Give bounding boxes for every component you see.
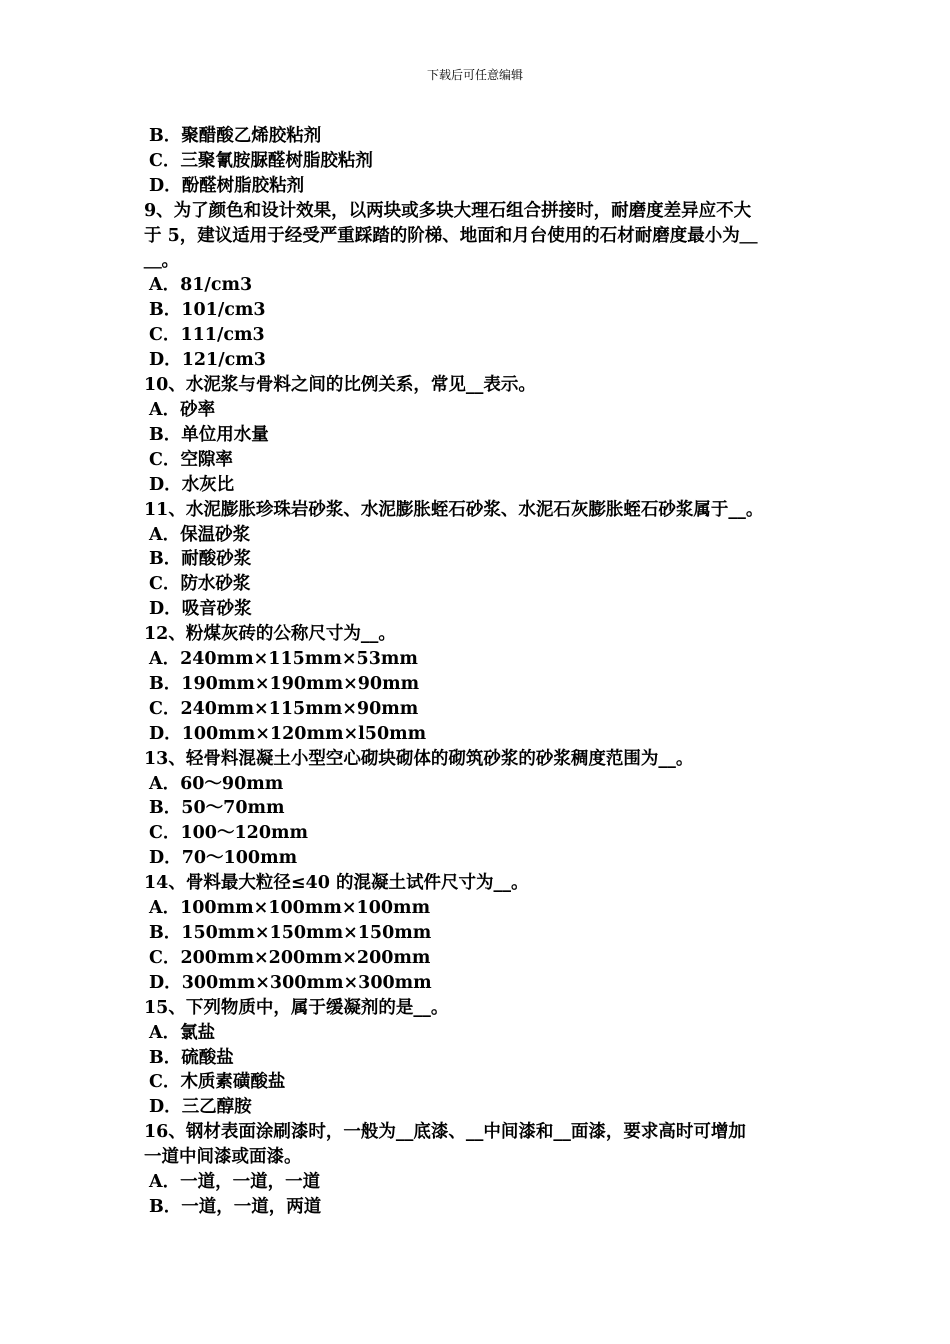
option-letter: B． xyxy=(149,424,182,445)
option-text: 101/cm3 xyxy=(181,300,266,321)
option-letter: A． xyxy=(149,649,181,670)
option-letter: C． xyxy=(149,325,181,346)
answer-option xyxy=(144,323,808,348)
question-text-line xyxy=(144,373,808,398)
option-letter: A． xyxy=(149,773,181,794)
answer-option xyxy=(144,423,808,448)
option-text: 三乙醇胺 xyxy=(181,1097,252,1118)
answer-option xyxy=(144,149,808,174)
option-text: 吸音砂浆 xyxy=(181,599,252,620)
question-text-line xyxy=(144,622,808,647)
answer-option xyxy=(144,174,808,199)
exam-content xyxy=(144,124,808,1220)
answer-option xyxy=(144,273,808,298)
page-header-note: 下载后可任意编辑 xyxy=(426,68,523,82)
answer-option xyxy=(144,647,808,672)
option-text: 240mm×115mm×90mm xyxy=(180,698,419,719)
option-text: 耐酸砂浆 xyxy=(181,549,252,570)
option-text: 100mm×120mm×l50mm xyxy=(181,723,427,744)
answer-option xyxy=(144,821,808,846)
option-letter: C． xyxy=(149,947,181,968)
option-letter: A． xyxy=(149,1022,181,1043)
question-text-line xyxy=(144,249,808,274)
answer-option xyxy=(144,896,808,921)
question-text: 15、下列物质中，属于缓凝剂的是__。 xyxy=(144,997,449,1018)
option-text: 氯盐 xyxy=(180,1022,216,1043)
option-letter: B． xyxy=(149,126,182,146)
option-letter: D． xyxy=(149,350,182,371)
option-letter: D． xyxy=(149,1097,182,1118)
option-letter: C． xyxy=(149,698,181,719)
answer-option xyxy=(144,572,808,597)
answer-option xyxy=(144,547,808,572)
question-text-line xyxy=(144,199,808,224)
answer-option xyxy=(144,1095,808,1120)
option-letter: D． xyxy=(149,848,182,869)
answer-option xyxy=(144,124,808,149)
answer-option xyxy=(144,448,808,473)
answer-option xyxy=(144,672,808,697)
answer-option xyxy=(144,1021,808,1046)
option-letter: B． xyxy=(149,300,182,321)
option-text: 砂率 xyxy=(180,399,216,420)
option-text: 100～120mm xyxy=(180,823,309,844)
option-letter: B． xyxy=(149,673,182,694)
answer-option xyxy=(144,597,808,622)
answer-option xyxy=(144,946,808,971)
option-text: 单位用水量 xyxy=(181,424,269,445)
option-letter: D． xyxy=(149,474,182,495)
option-text: 190mm×190mm×90mm xyxy=(181,673,420,694)
option-letter: D． xyxy=(149,599,182,620)
option-text: 200mm×200mm×200mm xyxy=(180,947,431,968)
answer-option xyxy=(144,971,808,996)
option-letter: B． xyxy=(149,1196,182,1217)
option-text: 水灰比 xyxy=(181,474,235,495)
question-text-line xyxy=(144,1145,808,1170)
option-letter: B． xyxy=(149,1047,182,1068)
option-letter: A． xyxy=(149,524,181,545)
option-text: 300mm×300mm×300mm xyxy=(181,972,432,993)
question-text-line xyxy=(144,996,808,1021)
option-text: 60～90mm xyxy=(180,773,284,794)
answer-option xyxy=(144,1070,808,1095)
question-text-line xyxy=(144,1120,808,1145)
option-text: 240mm×115mm×53mm xyxy=(180,649,418,670)
option-text: 木质素磺酸盐 xyxy=(180,1072,286,1093)
option-letter: A． xyxy=(149,1172,181,1193)
option-text: 50～70mm xyxy=(181,798,285,819)
option-letter: B． xyxy=(149,923,182,943)
answer-option xyxy=(144,1170,808,1195)
option-text: 121/cm3 xyxy=(181,350,266,371)
option-text: 三聚氰胺脲醛树脂胶粘剂 xyxy=(180,150,373,171)
option-letter: A． xyxy=(149,275,181,296)
answer-option xyxy=(144,697,808,722)
question-text: 14、骨料最大粒径≤40 的混凝土试件尺寸为__。 xyxy=(144,873,529,894)
answer-option xyxy=(144,398,808,423)
option-letter: A． xyxy=(149,898,181,919)
question-text: 一道中间漆或面漆。 xyxy=(144,1147,302,1168)
option-text: 100mm×100mm×100mm xyxy=(180,898,431,919)
answer-option xyxy=(144,921,808,946)
question-text: 13、轻骨料混凝土小型空心砌块砌体的砌筑砂浆的砂浆稠度范围为__。 xyxy=(144,748,694,769)
question-text-line xyxy=(144,498,808,523)
answer-option xyxy=(144,523,808,548)
option-text: 一道，一道，两道 xyxy=(181,1196,322,1217)
answer-option xyxy=(144,1046,808,1071)
answer-option xyxy=(144,772,808,797)
question-text: 9、为了颜色和设计效果，以两块或多块大理石组合拼接时，耐磨度差异应不大 xyxy=(144,200,752,221)
option-text: 150mm×150mm×150mm xyxy=(181,923,432,943)
option-text: 硫酸盐 xyxy=(181,1047,234,1068)
question-text: 11、水泥膨胀珍珠岩砂浆、水泥膨胀蛭石砂浆、水泥石灰膨胀蛭石砂浆属于__。 xyxy=(144,499,764,520)
answer-option xyxy=(144,298,808,323)
question-text: 于 5，建议适用于经受严重踩踏的阶梯、地面和月台使用的石材耐磨度最小为＿ xyxy=(144,225,758,246)
question-text-line xyxy=(144,871,808,896)
question-text: 12、粉煤灰砖的公称尺寸为__。 xyxy=(144,624,396,645)
question-text: ＿。 xyxy=(144,250,179,271)
option-letter: B． xyxy=(149,798,182,819)
option-text: 111/cm3 xyxy=(180,325,265,346)
option-text: 保温砂浆 xyxy=(180,524,251,545)
option-text: 聚醋酸乙烯胶粘剂 xyxy=(181,126,322,146)
option-letter: D． xyxy=(149,972,182,993)
option-letter: C． xyxy=(149,449,181,470)
answer-option xyxy=(144,1195,808,1220)
option-text: 空隙率 xyxy=(180,449,233,470)
option-text: 70～100mm xyxy=(181,848,298,869)
answer-option xyxy=(144,796,808,821)
option-text: 酚醛树脂胶粘剂 xyxy=(181,175,305,196)
option-letter: A． xyxy=(149,399,181,420)
option-letter: C． xyxy=(149,150,181,171)
option-text: 一道，一道，一道 xyxy=(180,1172,321,1193)
answer-option xyxy=(144,846,808,871)
option-letter: C． xyxy=(149,1072,181,1093)
answer-option xyxy=(144,722,808,747)
answer-option xyxy=(144,473,808,498)
question-text: 10、水泥浆与骨料之间的比例关系，常见__表示。 xyxy=(144,375,536,396)
question-text-line xyxy=(144,224,808,249)
option-letter: C． xyxy=(149,574,181,595)
answer-option xyxy=(144,348,808,373)
question-text: 16、钢材表面涂刷漆时，一般为__底漆、__中间漆和__面漆，要求高时可增加 xyxy=(144,1122,746,1143)
option-text: 防水砂浆 xyxy=(180,574,251,595)
option-letter: B． xyxy=(149,549,182,570)
question-text-line xyxy=(144,747,808,772)
option-letter: C． xyxy=(149,823,181,844)
option-letter: D． xyxy=(149,723,182,744)
option-letter: D． xyxy=(149,175,182,196)
option-text: 81/cm3 xyxy=(180,275,253,296)
